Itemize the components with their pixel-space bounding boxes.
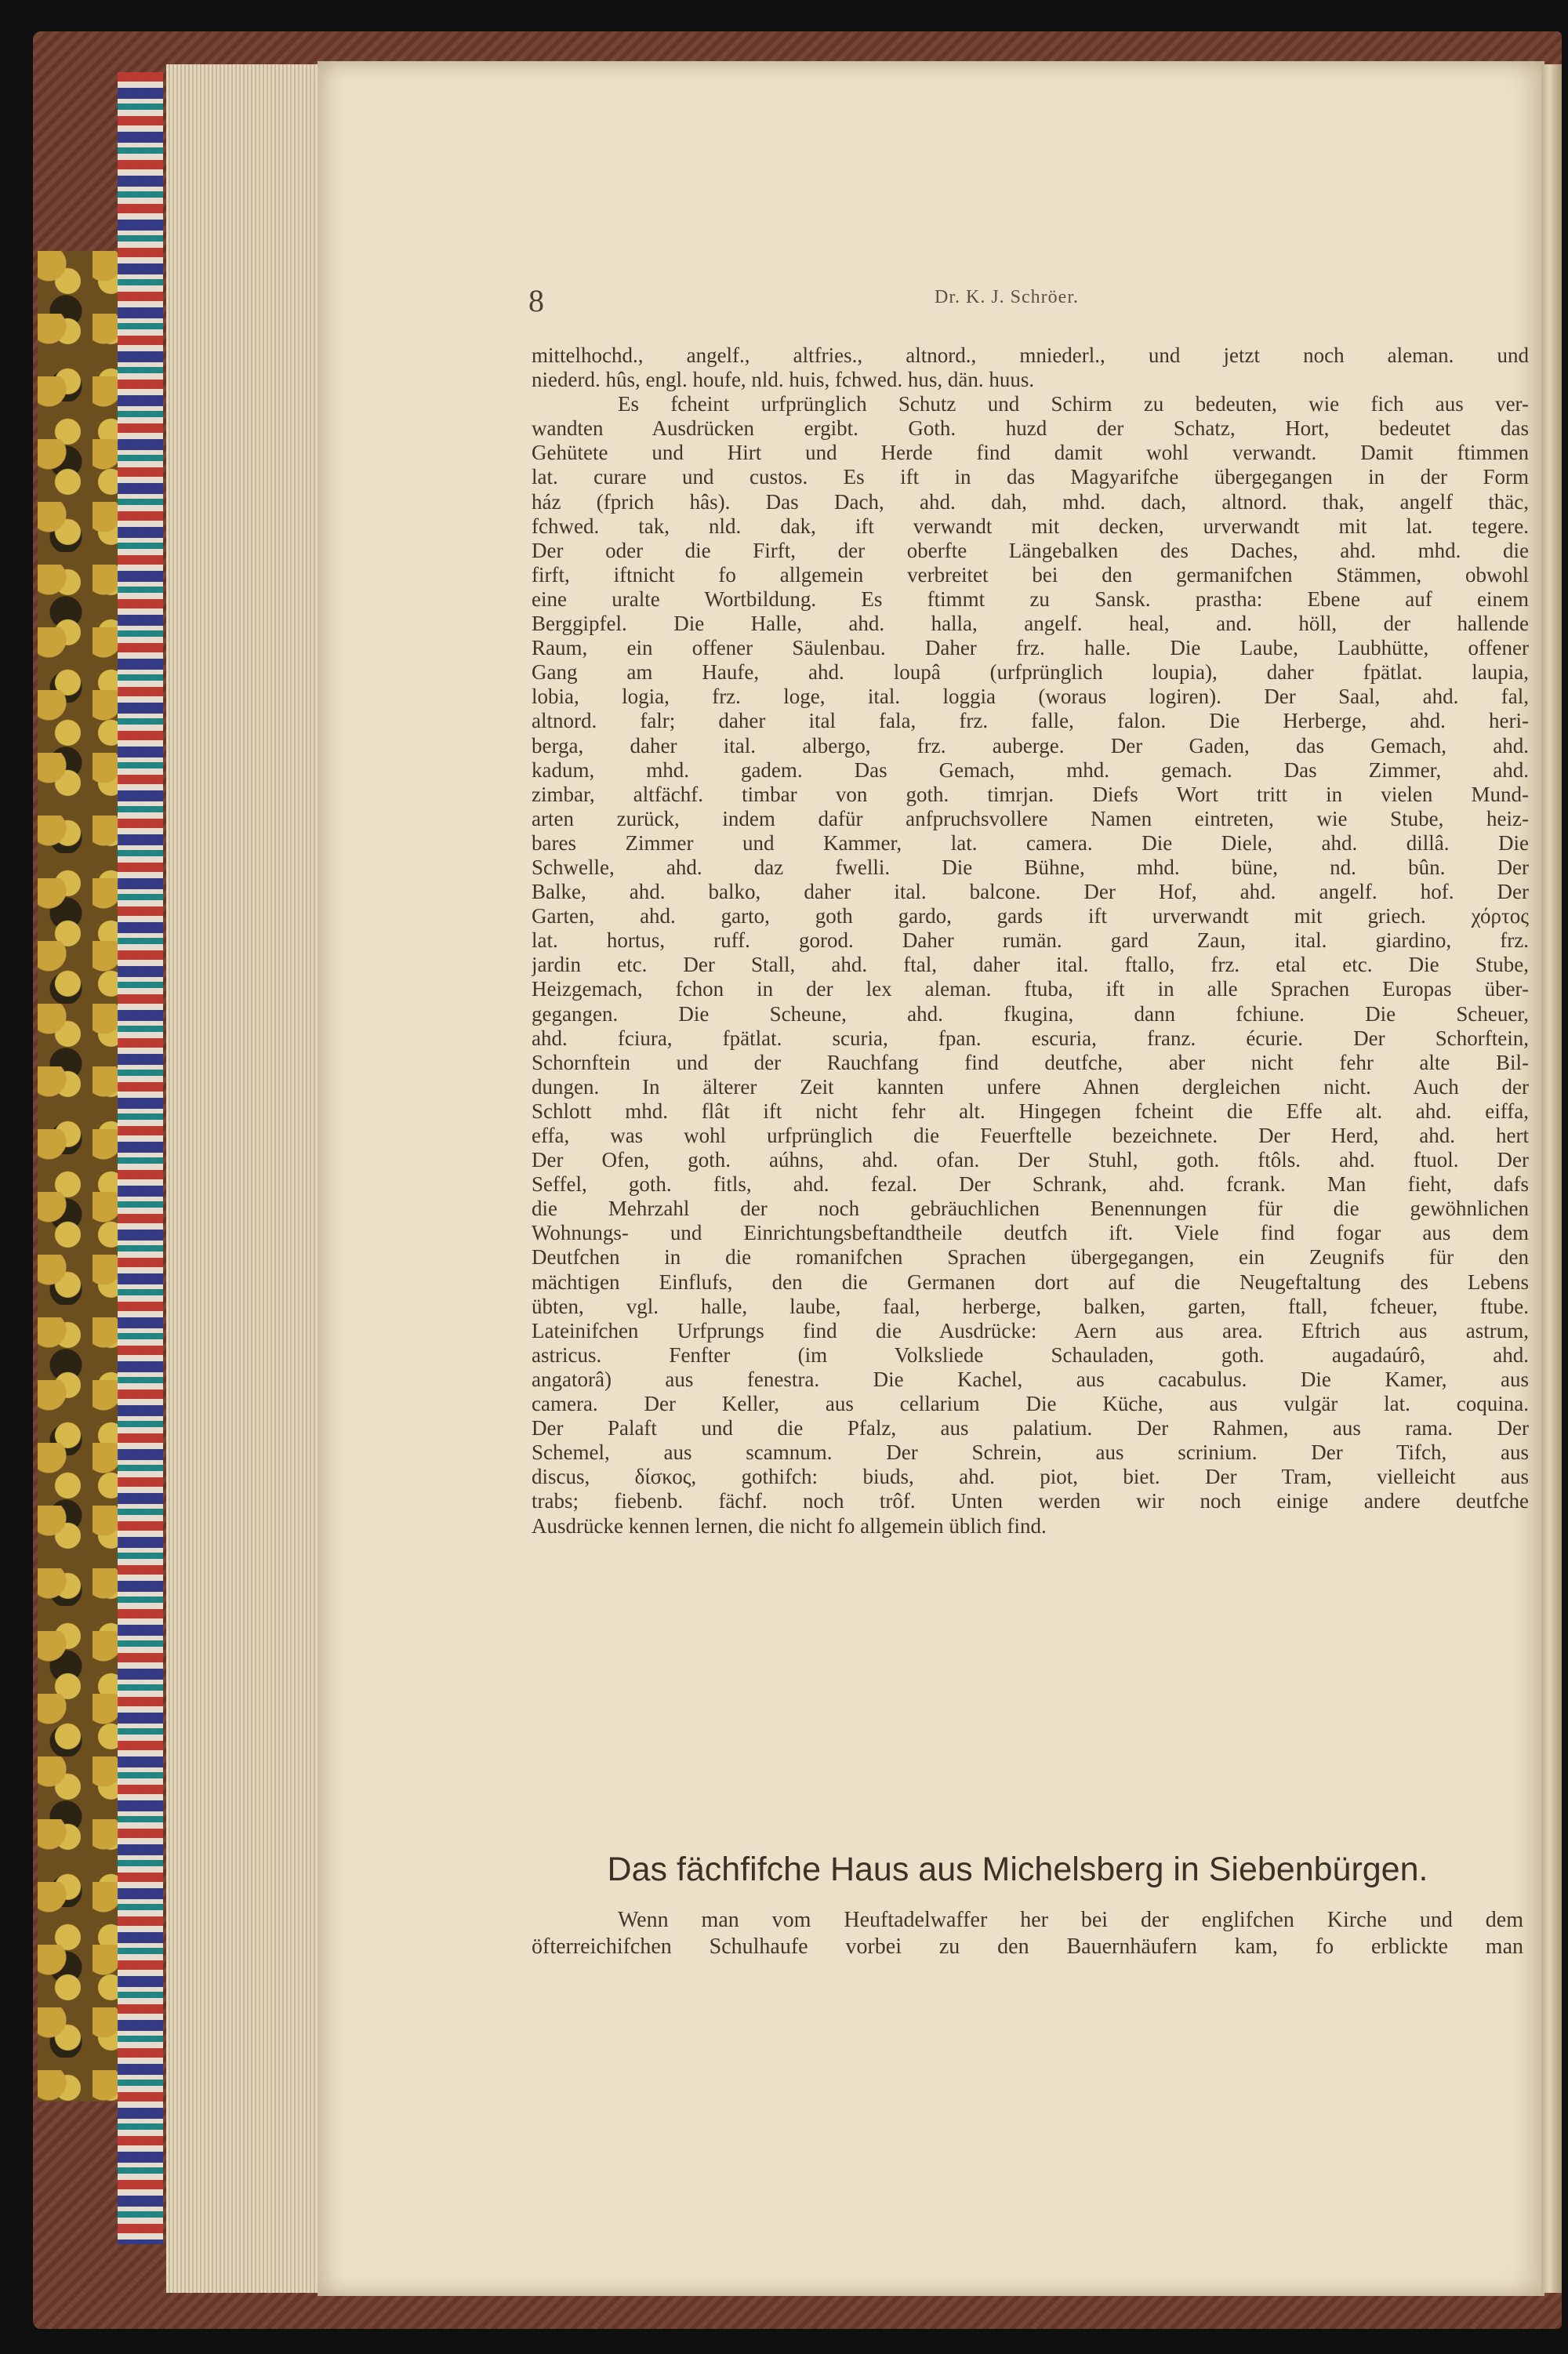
text-line: Schemel, aus scamnum. Der Schrein, aus scrinium. Der Tifch, aus — [532, 1440, 1529, 1465]
text-line: jardin etc. Der Stall, ahd. ftal, daher ital. ftallo, frz. etal etc. Die Stube, — [532, 953, 1529, 977]
text-line: discus, δίσκος, gothifch: biuds, ahd. piot, biet. Der Tram, vielleicht aus — [532, 1465, 1529, 1489]
text-line: niederd. hûs, engl. houfe, nld. huis, fchwed. hus, dän. huus. — [532, 368, 1035, 392]
text-line: Deutfchen in die romanifchen Sprachen übergegangen, ein Zeugnifs für den — [532, 1245, 1529, 1270]
text-line: Der Ofen, goth. aúhns, ahd. ofan. Der Stuhl, goth. ftôls. ahd. ftuol. Der — [532, 1148, 1529, 1172]
text-line: Wohnungs- und Einrichtungsbeftandtheile deutfch ift. Viele find fogar aus dem — [532, 1221, 1529, 1245]
text-line: die Mehrzahl der noch gebräuchlichen Benennungen für die gewöhnlichen — [532, 1197, 1529, 1221]
text-line: firft, iftnicht fo allgemein verbreitet bei den germanifchen Stämmen, obwohl — [532, 562, 1529, 587]
marbled-edge — [118, 72, 163, 2244]
text-line: Berggipfel. Die Halle, ahd. halla, angelf. heal, and. höll, der hallende — [532, 612, 1529, 636]
text-line: gegangen. Die Scheune, ahd. fkugina, dann fchiune. Die Scheuer, — [532, 1001, 1529, 1026]
text-line: camera. Der Keller, aus cellarium Die Küche, aus vulgär lat. coquina. — [532, 1392, 1529, 1416]
text-line: effa, was wohl urfprünglich die Feuerftelle bezeichnete. Der Herd, ahd. hert — [532, 1124, 1529, 1147]
text-line: Garten, ahd. garto, goth gardo, gards ift urverwandt mit griech. χόρτος — [532, 904, 1529, 928]
text-line: Schwelle, ahd. daz fwelli. Die Bühne, mhd. büne, nd. bûn. Der — [532, 855, 1529, 879]
text-line: ahd. fciura, fpätlat. scuria, fpan. escuria, franz. écurie. Der Schorftein, — [532, 1026, 1529, 1050]
page-stack — [166, 64, 319, 2293]
text-line: mächtigen Einflufs, den die Germanen dort auf die Neugeftaltung des Lebens — [532, 1270, 1529, 1294]
body-text — [532, 343, 1529, 1538]
text-line: öfterreichifchen Schulhaufe vorbei zu den Bauernhäufern kam, fo erblickte man — [532, 1934, 1523, 1959]
text-line: lat. curare und custos. Es ift in das Magyarifche übergegangen in der Form — [532, 465, 1529, 489]
text-line: Der Palaft und die Pfalz, aus palatium. Der Rahmen, aus rama. Der — [532, 1416, 1529, 1440]
text-line: mittelhochd., angelf., altfries., altnord., mniederl., und jetzt noch aleman. und — [532, 343, 1529, 367]
text-line: dungen. In älterer Zeit kannten unfere Ahnen dergleichen nicht. Auch der — [532, 1074, 1529, 1099]
text-line: Es fcheint urfprünglich Schutz und Schirm zu bedeuten, wie fich aus ver- — [618, 392, 1529, 416]
running-head: Dr. K. J. Schröer. — [935, 287, 1079, 307]
text-line: eine uralte Wortbildung. Es ftimmt zu Sansk. prastha: Ebene auf einem — [532, 587, 1529, 611]
text-line: Schlott mhd. flât ift nicht fehr alt. Hingegen fcheint die Effe alt. ahd. eiffa, — [532, 1099, 1529, 1123]
text-line: angatorâ) aus fenestra. Die Kachel, aus cacabulus. Die Kamer, aus — [532, 1367, 1529, 1391]
text-line: arten zurück, indem dafür anfpruchsvollere Namen eintreten, wie Stube, heiz- — [532, 806, 1529, 830]
text-line: lobia, logia, frz. loge, ital. loggia (woraus logiren). Der Saal, ahd. fal, — [532, 685, 1529, 709]
text-line: wandten Ausdrücken ergibt. Goth. huzd der Schatz, Hort, bedeutet das — [532, 416, 1529, 441]
text-line: Balke, ahd. balko, daher ital. balcone. Der Hof, ahd. angelf. hof. Der — [532, 880, 1529, 904]
text-line: trabs; fiebenb. fächf. noch trôf. Unten werden wir noch einige andere deutfche — [532, 1489, 1529, 1513]
text-line: Gehütete und Hirt und Herde find damit wohl verwandt. Damit ftimmen — [532, 441, 1529, 465]
text-line: zimbar, altfächf. timbar von goth. timrjan. Diefs Wort tritt in vielen Mund- — [532, 782, 1529, 806]
text-line: Wenn man vom Heuftadelwaffer her bei der englifchen Kirche und dem — [618, 1908, 1523, 1932]
text-line: Schornftein und der Rauchfang find deutfche, aber nicht fehr alte Bil- — [532, 1050, 1529, 1074]
page-number: 8 — [528, 283, 544, 318]
text-line: Gang am Haufe, ahd. loupâ (urfprünglich loupia), daher fpätlat. laupia, — [532, 660, 1529, 685]
text-line: altnord. falr; daher ital fala, frz. falle, falon. Die Herberge, ahd. heri- — [532, 709, 1529, 733]
text-line: Seffel, goth. fitls, ahd. fezal. Der Schrank, ahd. fcrank. Man fieht, dafs — [532, 1172, 1529, 1197]
text-line: bares Zimmer und Kammer, lat. camera. Die Diele, ahd. dillâ. Die — [532, 830, 1529, 855]
text-line: Lateinifchen Urfprungs find die Ausdrücke: Aern aus area. Eftrich aus astrum, — [532, 1318, 1529, 1342]
text-line: Raum, ein offener Säulenbau. Daher frz. halle. Die Laube, Laubhütte, offener — [532, 636, 1529, 660]
page-edge — [1541, 64, 1562, 2293]
text-line: astricus. Fenfter (im Volksliede Schauladen, goth. augadaúrô, ahd. — [532, 1342, 1529, 1367]
text-line: Heizgemach, fchon in der lex aleman. ftuba, ift in alle Sprachen Europas über- — [532, 977, 1529, 1001]
marbled-endpaper — [38, 251, 119, 2102]
text-line: Der oder die Firft, der oberfte Längebalken des Daches, ahd. mhd. die — [532, 538, 1529, 562]
text-line: berga, daher ital. albergo, frz. auberge. Der Gaden, das Gemach, ahd. — [532, 733, 1529, 757]
text-line: Ausdrücke kennen lernen, die nicht fo allgemein üblich find. — [532, 1513, 1047, 1538]
text-line: fchwed. tak, nld. dak, ift verwandt mit decken, urverwandt mit lat. tegere. — [532, 514, 1529, 538]
text-line: ház (fprich hâs). Das Dach, ahd. dah, mhd. dach, altnord. thak, angelf thäc, — [532, 489, 1529, 514]
text-line: übten, vgl. halle, laube, faal, herberge, balken, garten, ftall, fcheuer, ftube. — [532, 1294, 1529, 1318]
text-line: lat. hortus, ruff. gorod. Daher rumän. gard Zaun, ital. giardino, frz. — [532, 928, 1529, 953]
text-line: kadum, mhd. gadem. Das Gemach, mhd. gemach. Das Zimmer, ahd. — [532, 757, 1529, 782]
section-heading: Das fächfifche Haus aus Michelsberg in Siebenbürgen. — [607, 1851, 1428, 1888]
section-text — [532, 1907, 1523, 1960]
